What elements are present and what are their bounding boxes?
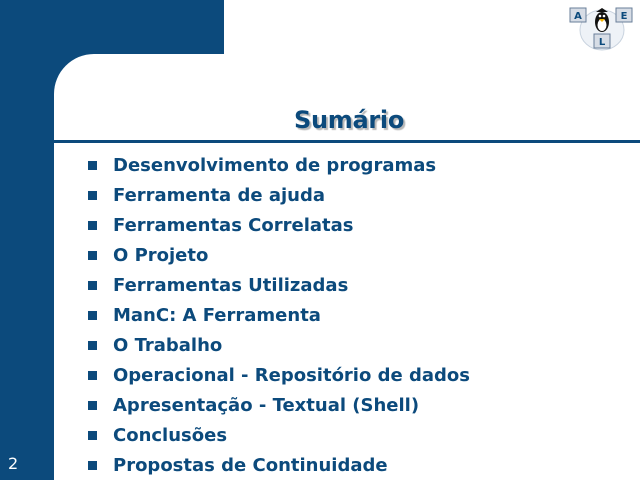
bullet-square-icon (88, 281, 97, 290)
left-frame-bar (0, 0, 54, 480)
list-item (88, 450, 470, 480)
list-item-label: Operacional - Repositório de dados (113, 364, 470, 386)
bullet-square-icon (88, 251, 97, 260)
slide-title: Sumário (293, 106, 405, 134)
list-item (88, 300, 470, 330)
list-item (88, 420, 470, 450)
bullet-square-icon (88, 191, 97, 200)
bullet-square-icon (88, 221, 97, 230)
list-item (88, 360, 470, 390)
bullet-square-icon (88, 161, 97, 170)
bullet-square-icon (88, 371, 97, 380)
page-number: 2 (8, 454, 19, 473)
bullet-square-icon (88, 461, 97, 470)
svg-text:E: E (620, 11, 628, 22)
list-item-label: Propostas de Continuidade (113, 454, 388, 476)
list-item-label: O Projeto (113, 244, 209, 266)
list-item (88, 180, 470, 210)
svg-text:L: L (598, 37, 606, 48)
summary-list (88, 150, 470, 480)
list-item-label: Ferramenta de ajuda (113, 184, 325, 206)
tux-penguin-logo-icon (566, 4, 638, 52)
list-item (88, 240, 470, 270)
list-item-label: Ferramentas Correlatas (113, 214, 354, 236)
bullet-square-icon (88, 401, 97, 410)
list-item-label: Apresentação - Textual (Shell) (113, 394, 420, 416)
frame-corner-curve (54, 54, 134, 134)
list-item (88, 270, 470, 300)
list-item-label: Desenvolvimento de programas (113, 154, 437, 176)
bullet-square-icon (88, 341, 97, 350)
bullet-square-icon (88, 311, 97, 320)
title-rule (0, 140, 640, 143)
bullet-square-icon (88, 431, 97, 440)
list-item (88, 210, 470, 240)
list-item-label: O Trabalho (113, 334, 223, 356)
list-item (88, 330, 470, 360)
top-frame-bar (0, 0, 224, 54)
list-item (88, 150, 470, 180)
svg-text:A: A (574, 11, 582, 22)
list-item-label: Conclusões (113, 424, 228, 446)
list-item (88, 390, 470, 420)
list-item-label: Ferramentas Utilizadas (113, 274, 349, 296)
list-item-label: ManC: A Ferramenta (113, 304, 321, 326)
